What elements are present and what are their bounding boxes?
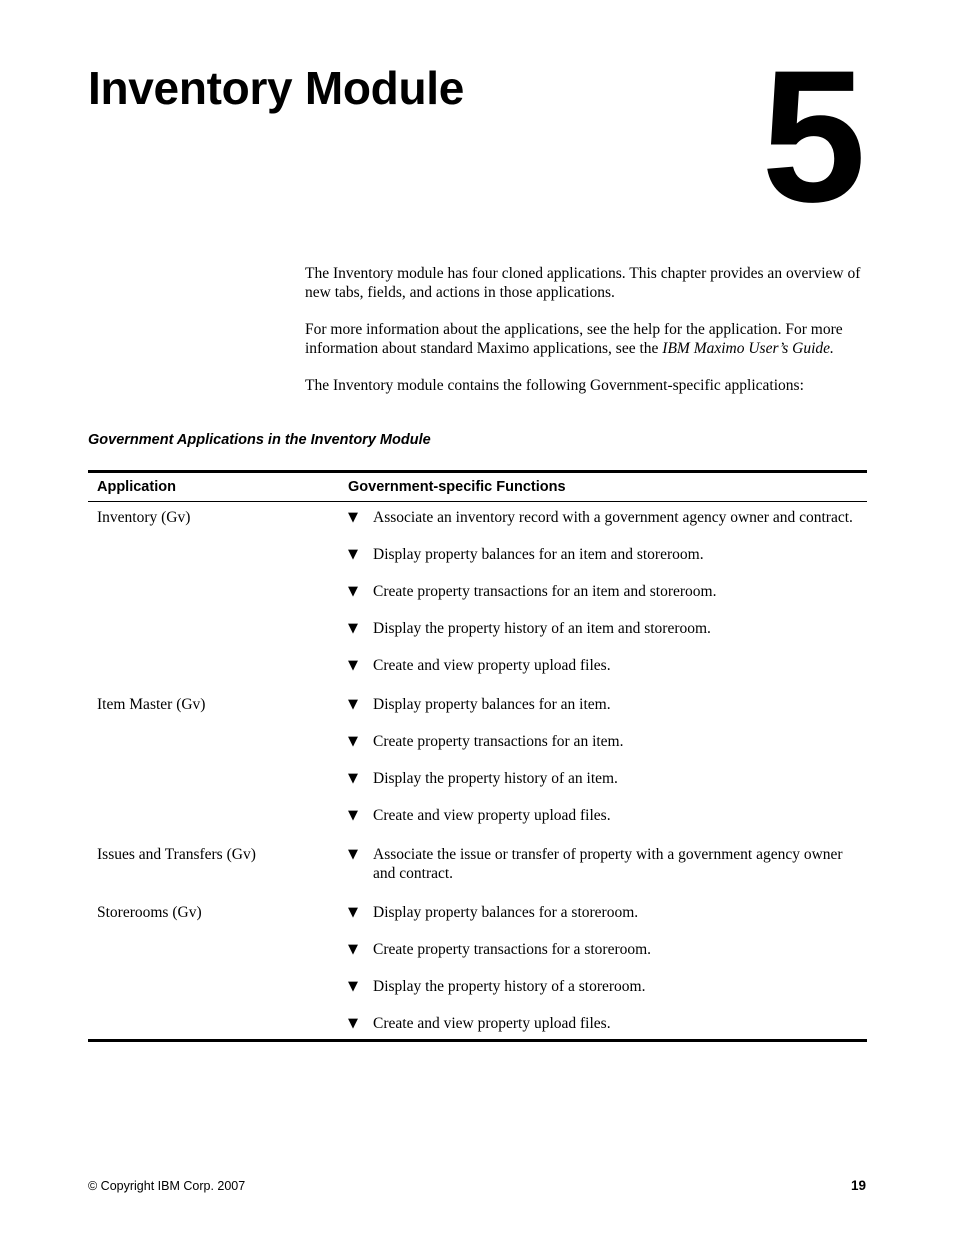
list-item xyxy=(348,977,859,996)
table-row xyxy=(88,689,867,839)
functions-cell xyxy=(339,839,867,897)
list-item xyxy=(348,582,859,601)
triangle-bullet-icon: ▼ xyxy=(348,942,358,957)
function-text: Display the property history of a storeroom. xyxy=(373,978,646,995)
function-text: Create property transactions for a storeroom. xyxy=(373,941,652,958)
footer-page-number: 19 xyxy=(850,1178,866,1193)
functions-cell xyxy=(339,502,867,690)
functions-cell xyxy=(339,689,867,839)
application-name: Issues and Transfers (Gv) xyxy=(97,846,256,863)
applications-table xyxy=(88,470,867,1042)
chapter-number: 5 xyxy=(761,31,862,241)
functions-cell xyxy=(339,897,867,1041)
list-item xyxy=(348,769,859,788)
intro-section xyxy=(305,264,870,413)
functions-list xyxy=(348,903,859,1033)
list-item xyxy=(348,619,859,638)
triangle-bullet-icon: ▼ xyxy=(348,905,358,920)
functions-list xyxy=(348,508,859,675)
footer-copyright: © Copyright IBM Corp. 2007 xyxy=(88,1179,246,1193)
application-name: Inventory (Gv) xyxy=(97,509,191,526)
function-text: Display property balances for an item and storeroom. xyxy=(373,546,704,563)
table-header-row xyxy=(88,472,867,502)
guide-title-reference: IBM Maximo User’s Guide. xyxy=(662,340,834,357)
triangle-bullet-icon: ▼ xyxy=(348,847,358,862)
list-item xyxy=(348,508,859,527)
triangle-bullet-icon: ▼ xyxy=(348,658,358,673)
list-item xyxy=(348,545,859,564)
triangle-bullet-icon: ▼ xyxy=(348,771,358,786)
function-text: Associate the issue or transfer of property with a government agency owner and contract. xyxy=(373,846,843,882)
table-row xyxy=(88,839,867,897)
triangle-bullet-icon: ▼ xyxy=(348,979,358,994)
list-item xyxy=(348,940,859,959)
triangle-bullet-icon: ▼ xyxy=(348,621,358,636)
triangle-bullet-icon: ▼ xyxy=(348,584,358,599)
table-body xyxy=(88,502,867,1041)
table-row xyxy=(88,502,867,690)
function-text: Create and view property upload files. xyxy=(373,657,611,674)
application-name: Item Master (Gv) xyxy=(97,696,206,713)
function-text: Create and view property upload files. xyxy=(373,1015,611,1032)
list-item xyxy=(348,656,859,675)
intro-paragraph-1: The Inventory module has four cloned applications. This chapter provides an overview of new tabs, fields, and actions in those applications. xyxy=(305,265,861,301)
triangle-bullet-icon: ▼ xyxy=(348,697,358,712)
function-text: Display the property history of an item and storeroom. xyxy=(373,620,711,637)
triangle-bullet-icon: ▼ xyxy=(348,734,358,749)
list-item xyxy=(348,695,859,714)
header-application: Application xyxy=(88,472,339,502)
function-text: Create and view property upload files. xyxy=(373,807,611,824)
intro-paragraph-2 xyxy=(305,320,870,358)
list-item xyxy=(348,903,859,922)
functions-list xyxy=(348,845,859,883)
intro-paragraph-3: The Inventory module contains the following Government-specific applications: xyxy=(305,377,804,394)
table-caption: Government Applications in the Inventory Module xyxy=(88,432,431,448)
function-text: Create property transactions for an item. xyxy=(373,733,624,750)
function-text: Display the property history of an item. xyxy=(373,770,618,787)
triangle-bullet-icon: ▼ xyxy=(348,1016,358,1031)
intro-paragraph-2-text: For more information about the applications, see the help for the application. For more information about standard Maximo applications, see the xyxy=(305,321,843,357)
function-text: Display property balances for a storeroom. xyxy=(373,904,639,921)
triangle-bullet-icon: ▼ xyxy=(348,510,358,525)
list-item xyxy=(348,732,859,751)
list-item xyxy=(348,845,859,883)
functions-list xyxy=(348,695,859,825)
chapter-title: Inventory Module xyxy=(88,62,465,114)
function-text: Create property transactions for an item and storeroom. xyxy=(373,583,717,600)
triangle-bullet-icon: ▼ xyxy=(348,808,358,823)
function-text: Display property balances for an item. xyxy=(373,696,611,713)
list-item xyxy=(348,806,859,825)
table-row xyxy=(88,897,867,1041)
header-functions: Government-specific Functions xyxy=(339,472,867,502)
triangle-bullet-icon: ▼ xyxy=(348,547,358,562)
list-item xyxy=(348,1014,859,1033)
function-text: Associate an inventory record with a government agency owner and contract. xyxy=(373,509,853,526)
application-name: Storerooms (Gv) xyxy=(97,904,202,921)
